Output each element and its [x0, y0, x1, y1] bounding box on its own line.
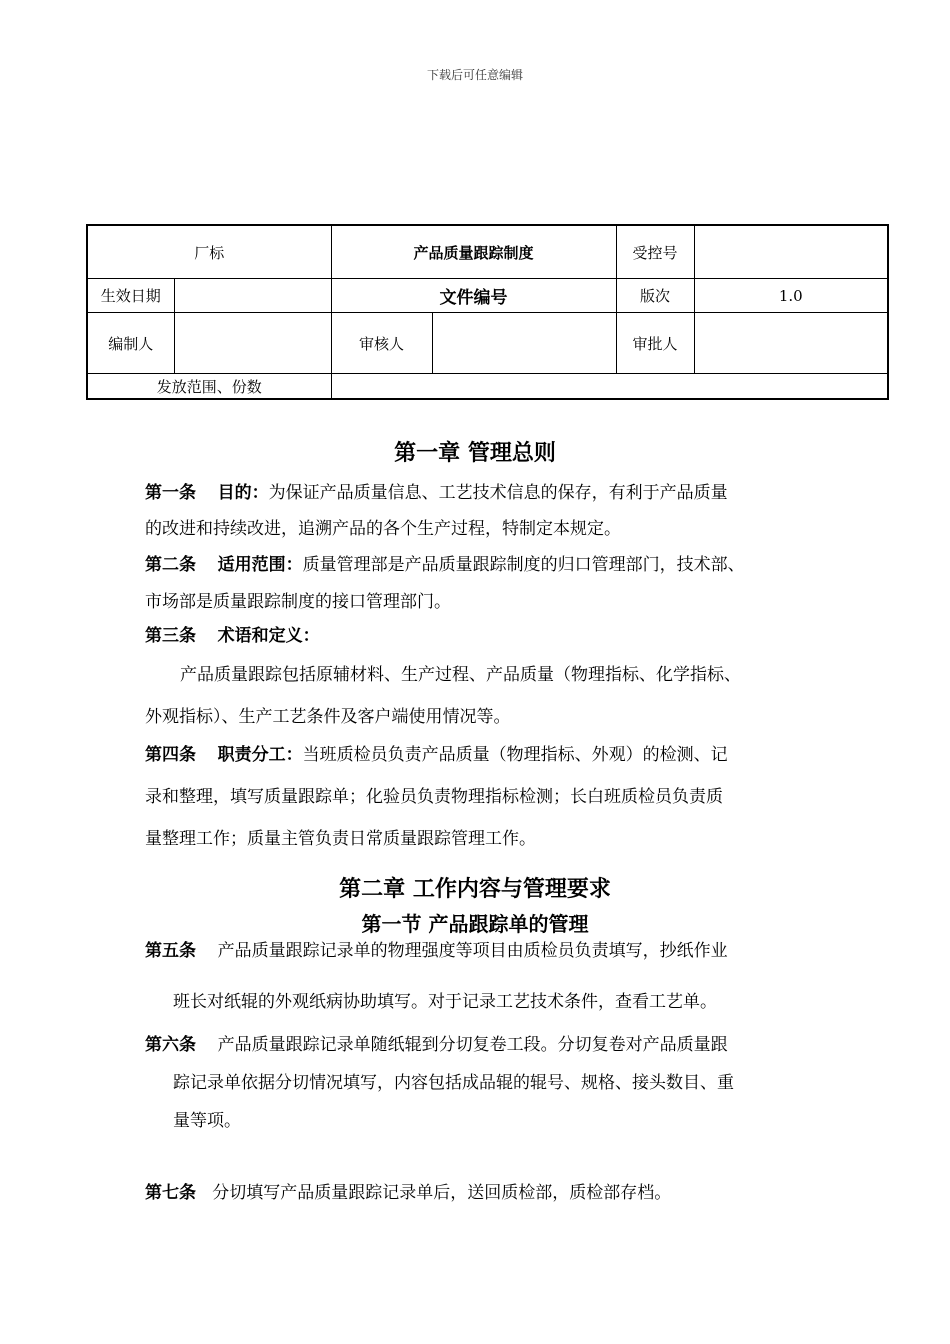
- chapter2-title: 第二章 工作内容与管理要求: [339, 876, 611, 902]
- controlled-no-value: [694, 225, 888, 279]
- art4-line1: 第四条 职责分工：当班质检员负责产品质量（物理指标、外观）的检测、记: [145, 745, 728, 765]
- art5-line1: 第五条 产品质量跟踪记录单的物理强度等项目由质检员负责填写，抄纸作业: [145, 941, 728, 961]
- chapter1-title: 第一章 管理总则: [394, 440, 556, 466]
- art3-line1: 产品质量跟踪包括原辅材料、生产过程、产品质量（物理指标、化学指标、: [180, 665, 741, 685]
- art1-line1: 第一条 目的：为保证产品质量信息、工艺技术信息的保存，有利于产品质量: [145, 483, 728, 503]
- art5-line2: 班长对纸辊的外观纸病协助填写。对于记录工艺技术条件，查看工艺单。: [173, 992, 717, 1012]
- version-label: 版次: [616, 279, 694, 313]
- art2-line1: 第二条 适用范围：质量管理部是产品质量跟踪制度的归口管理部门，技术部、: [145, 555, 745, 575]
- reviewer-value: [432, 313, 616, 374]
- controlled-no-label: 受控号: [616, 225, 694, 279]
- compiler-label: 编制人: [87, 313, 174, 374]
- version-value: 1.0: [694, 279, 888, 313]
- factory-mark-cell: 厂标: [87, 225, 331, 279]
- distribution-label: 发放范围、份数: [87, 374, 331, 400]
- file-no-label: 文件编号: [331, 279, 616, 313]
- art3-heading: 第三条 术语和定义：: [145, 626, 320, 646]
- art4-line2: 录和整理，填写质量跟踪单；化验员负责物理指标检测；长白班质检员负责质: [145, 787, 723, 807]
- art2-line2: 市场部是质量跟踪制度的接口管理部门。: [145, 592, 451, 612]
- effective-date-label: 生效日期: [87, 279, 174, 313]
- art7-line1: 第七条 分切填写产品质量跟踪记录单后，送回质检部，质检部存档。: [145, 1183, 672, 1203]
- section1-title: 第一节 产品跟踪单的管理: [361, 912, 589, 936]
- art6-line2: 踪记录单依据分切情况填写，内容包括成品辊的辊号、规格、接头数目、重: [173, 1073, 734, 1093]
- approver-value: [694, 313, 888, 374]
- distribution-value: [331, 374, 888, 400]
- approver-label: 审批人: [616, 313, 694, 374]
- effective-date-value: [174, 279, 331, 313]
- doc-title-cell: 产品质量跟踪制度: [331, 225, 616, 279]
- art1-line2: 的改进和持续改进，追溯产品的各个生产过程，特制定本规定。: [145, 519, 621, 539]
- header-watermark: 下载后可任意编辑: [426, 68, 523, 82]
- art3-line2: 外观指标）、生产工艺条件及客户端使用情况等。: [145, 707, 511, 727]
- document-control-table: [86, 224, 889, 400]
- art6-line1: 第六条 产品质量跟踪记录单随纸辊到分切复卷工段。分切复卷对产品质量跟: [145, 1035, 728, 1055]
- art6-line3: 量等项。: [173, 1111, 241, 1131]
- reviewer-label: 审核人: [331, 313, 432, 374]
- art4-line3: 量整理工作；质量主管负责日常质量跟踪管理工作。: [145, 829, 536, 849]
- compiler-value: [174, 313, 331, 374]
